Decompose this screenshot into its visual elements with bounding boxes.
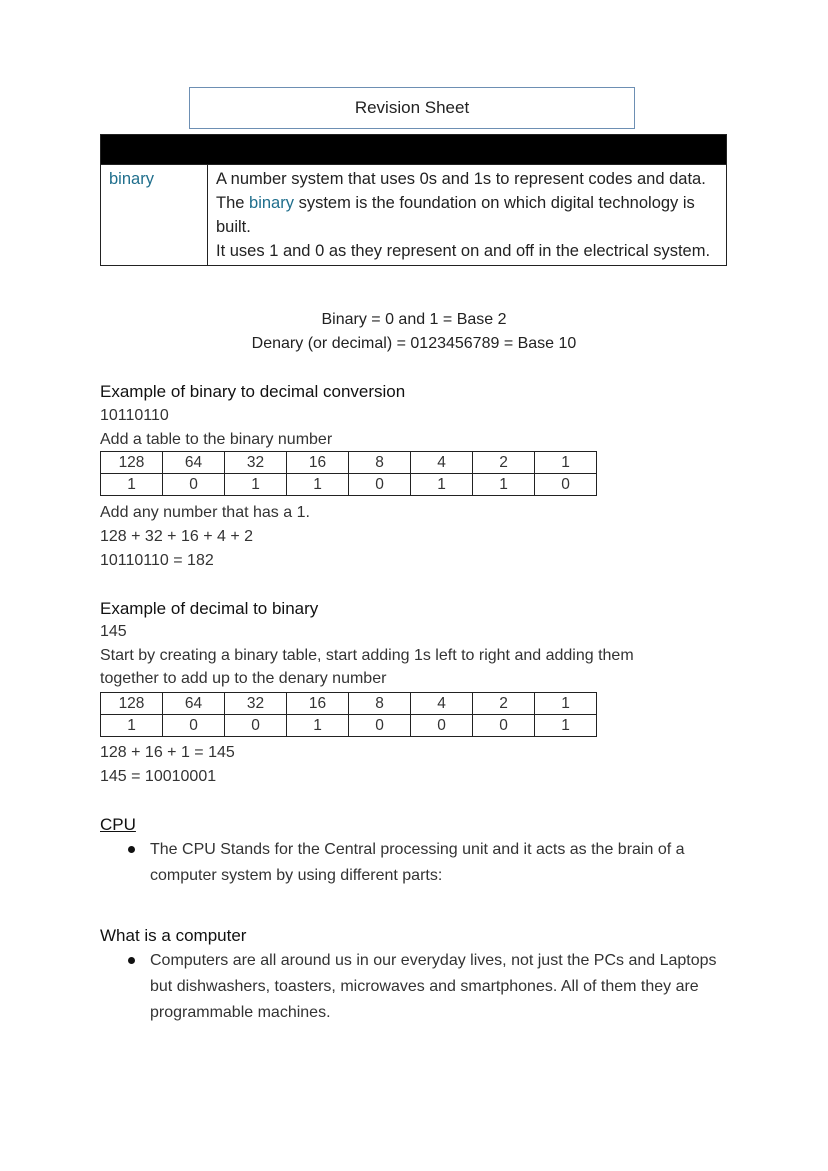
table-cell: 0 — [411, 715, 473, 737]
example2-heading: Example of decimal to binary — [100, 599, 319, 618]
table-cell: 2 — [473, 693, 535, 715]
definition-text-line2: It uses 1 and 0 as they represent on and off in the electrical system. — [216, 242, 711, 260]
base-denary-line: Denary (or decimal) = 0123456789 = Base 10 — [251, 335, 577, 352]
table-cell: 32 — [225, 452, 287, 474]
table-cell: 0 — [225, 715, 287, 737]
cpu-bullet — [128, 837, 728, 889]
definition-text-part1: A number system that uses 0s and 1s to represent codes and data. The — [216, 170, 706, 212]
table-cell: 0 — [349, 715, 411, 737]
example1-instruction: Add a table to the binary number — [100, 431, 333, 448]
example2-bits-row — [101, 715, 597, 737]
definition-text-part2: system is the foundation on which digital technology is built. — [216, 194, 695, 236]
table-cell: 1 — [225, 474, 287, 496]
table-cell: 16 — [287, 452, 349, 474]
table-cell: 32 — [225, 693, 287, 715]
example1-bits-row — [101, 474, 597, 496]
table-cell: 0 — [163, 474, 225, 496]
example2-header-row — [101, 693, 597, 715]
computer-bullet — [128, 948, 728, 1026]
table-cell: 0 — [473, 715, 535, 737]
computer-bullet-text: Computers are all around us in our everyday lives, not just the PCs and Laptops but dishwashers, toasters, microwaves and smartphones. All of them they are programmable machines. — [150, 952, 717, 1021]
table-cell: 16 — [287, 693, 349, 715]
example1-step: Add any number that has a 1. — [100, 504, 310, 521]
base-binary-line: Binary = 0 and 1 = Base 2 — [321, 311, 507, 328]
example1-sum: 128 + 32 + 16 + 4 + 2 — [100, 528, 254, 545]
example2-instruction-line1: Start by creating a binary table, start adding 1s left to right and adding them — [100, 647, 634, 664]
example2-sum: 128 + 16 + 1 = 145 — [100, 744, 235, 761]
definition-term-inline: binary — [249, 194, 294, 212]
table-cell: 128 — [101, 693, 163, 715]
table-cell: 8 — [349, 693, 411, 715]
cpu-heading: CPU — [100, 815, 136, 834]
table-cell: 1 — [101, 474, 163, 496]
example1-heading: Example of binary to decimal conversion — [100, 382, 406, 401]
table-cell: 0 — [535, 474, 597, 496]
table-cell: 1 — [473, 474, 535, 496]
table-cell: 128 — [101, 452, 163, 474]
bullet-dot-icon — [128, 846, 135, 853]
table-cell: 64 — [163, 452, 225, 474]
table-cell: 64 — [163, 693, 225, 715]
table-cell: 8 — [349, 452, 411, 474]
example2-instruction-line2: together to add up to the denary number — [100, 670, 387, 687]
example2-result: 145 = 10010001 — [100, 768, 217, 785]
table-cell: 1 — [287, 474, 349, 496]
computer-heading: What is a computer — [100, 926, 247, 945]
table-cell: 4 — [411, 693, 473, 715]
table-cell: 4 — [411, 452, 473, 474]
example1-result: 10110110 = 182 — [100, 552, 214, 569]
definition-table — [100, 134, 727, 266]
definition-header-bar — [101, 135, 727, 165]
definition-text — [208, 165, 727, 266]
definition-term: binary — [101, 165, 208, 266]
table-cell: 1 — [535, 693, 597, 715]
table-cell: 0 — [349, 474, 411, 496]
table-cell: 1 — [535, 452, 597, 474]
table-cell: 1 — [411, 474, 473, 496]
example1-number: 10110110 — [100, 407, 169, 424]
cpu-bullet-text: The CPU Stands for the Central processing unit and it acts as the brain of a computer system by using different parts: — [150, 841, 685, 884]
table-cell: 1 — [287, 715, 349, 737]
definition-row — [101, 165, 727, 266]
example2-binary-table — [100, 692, 597, 737]
example2-number: 145 — [100, 623, 127, 640]
example1-binary-table — [100, 451, 597, 496]
bullet-dot-icon — [128, 957, 135, 964]
example1-header-row — [101, 452, 597, 474]
table-cell: 0 — [163, 715, 225, 737]
table-cell: 1 — [101, 715, 163, 737]
page-title: Revision Sheet — [189, 87, 635, 129]
table-cell: 1 — [535, 715, 597, 737]
table-cell: 2 — [473, 452, 535, 474]
